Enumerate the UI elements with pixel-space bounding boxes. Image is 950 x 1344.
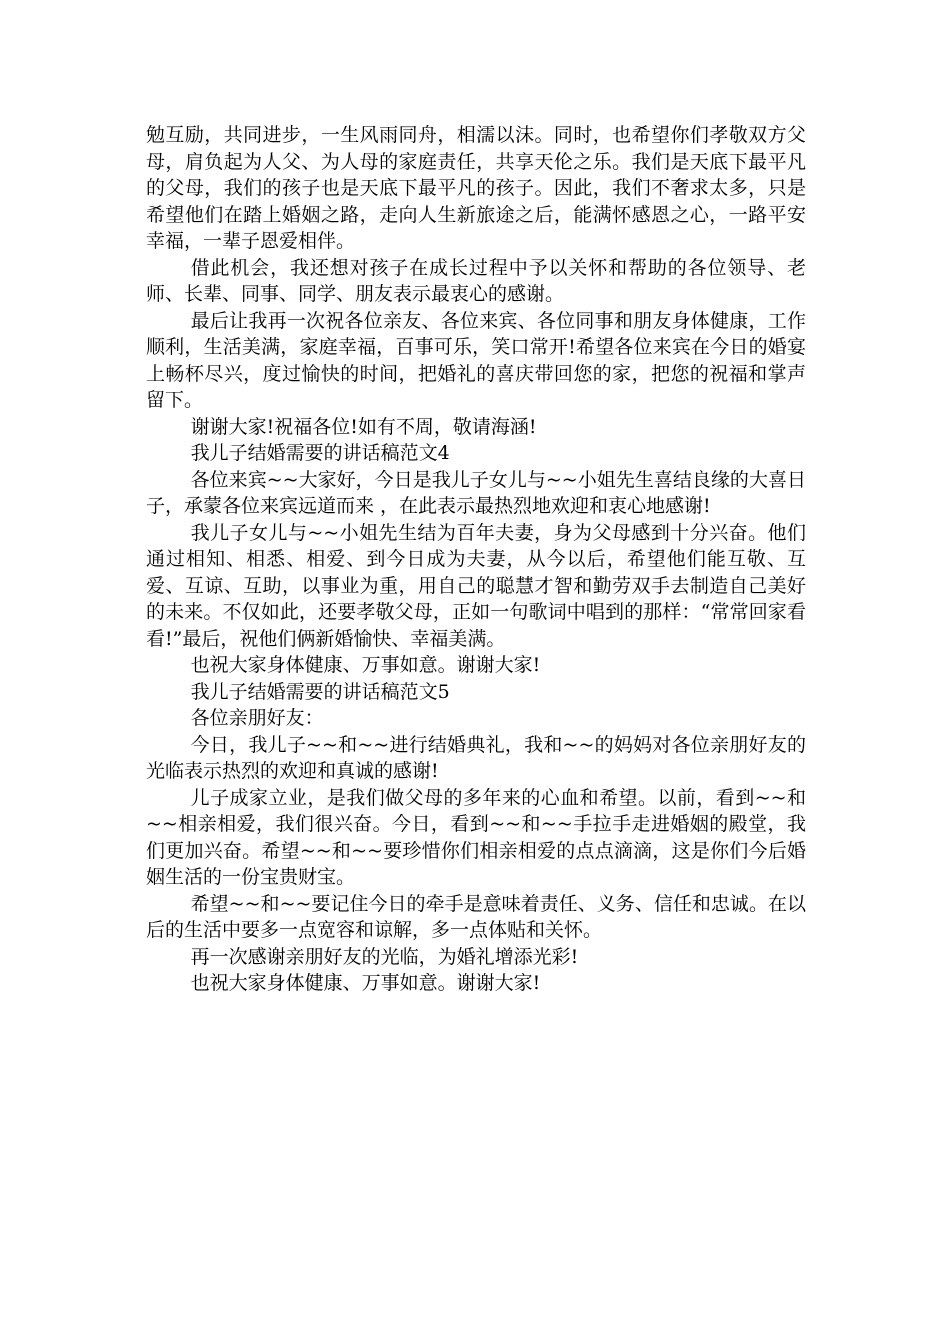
paragraph-responsibility: 希望~~和~~要记住今日的牵手是意味着责任、义务、信任和忠诚。在以后的生活中要多一点宽容和谅解，多一点体贴和关怀。 — [146, 892, 806, 941]
paragraph-welcome: 今日，我儿子~~和~~进行结婚典礼，我和~~的妈妈对各位亲朋好友的光临表示热烈的欢迎和真诚的感谢! — [146, 733, 806, 782]
section-heading-5: 我儿子结婚需要的讲话稿范文5 — [190, 680, 450, 703]
paragraph-thanks-again: 再一次感谢亲朋好友的光临，为婚礼增添光彩! — [190, 945, 579, 968]
paragraph-closing-4: 也祝大家身体健康、万事如意。谢谢大家! — [190, 654, 541, 676]
paragraph-parents-hope: 儿子成家立业，是我们做父母的多年来的心血和希望。以前，看到~~和~~相亲相爱，我们很兴奋。今日，看到~~和~~手拉手走进婚姻的殿堂，我们更加兴奋。希望~~和~~要珍惜你们相亲相爱的点点滴滴，这是你们今后婚姻生活的一份宝贵财宝。 — [146, 786, 806, 888]
paragraph-thanks-helpers: 借此机会，我还想对孩子在成长过程中予以关怀和帮助的各位领导、老师、长辈、同事、同学、朋友表示最衷心的感谢。 — [146, 256, 806, 305]
section-heading-4: 我儿子结婚需要的讲话稿范文4 — [190, 442, 450, 464]
paragraph-wishes-couple: 我儿子女儿与~~小姐先生结为百年夫妻，身为父母感到十分兴奋。他们通过相知、相悉、相爱、到今日成为夫妻，从今以后，希望他们能互敬、互爱、互谅、互助，以事业为重，用自己的聪慧才智和勤劳双手去制造自己美好的未来。不仅如此，还要孝敬父母，正如一句歌词中唱到的那样：“常常回家看看!”最后，祝他们俩新婚愉快、幸福美满。 — [146, 521, 806, 650]
paragraph-greeting-guests: 各位来宾~~大家好，今日是我儿子女儿与~~小姐先生喜结良缘的大喜日子，承蒙各位来宾远道而来 ，在此表示最热烈地欢迎和衷心地感谢! — [146, 468, 806, 517]
paragraph-final-blessing: 最后让我再一次祝各位亲友、各位来宾、各位同事和朋友身体健康，工作顺利，生活美满，家庭幸福，百事可乐，笑口常开!希望各位来宾在今日的婚宴上畅杯尽兴，度过愉快的时间，把婚礼的喜庆带回您的家，把您的祝福和掌声留下。 — [146, 309, 806, 411]
paragraph-closing-thanks: 谢谢大家!祝福各位!如有不周，敬请海涵! — [190, 415, 537, 438]
paragraph-continuation: 勉互励，共同进步，一生风雨同舟，相濡以沫。同时，也希望你们孝敬双方父母，肩负起为人父、为人母的家庭责任，共享天伦之乐。我们是天底下最平凡的父母，我们的孩子也是天底下最平凡的孩子。因此，我们不奢求太多，只是希望他们在踏上婚姻之路，走向人生新旅途之后，能满怀感恩之心，一路平安幸福，一辈子恩爱相伴。 — [146, 124, 806, 252]
paragraph-salutation: 各位亲朋好友： — [190, 707, 324, 729]
document-body — [146, 122, 806, 997]
paragraph-closing-5: 也祝大家身体健康、万事如意。谢谢大家! — [190, 972, 541, 994]
